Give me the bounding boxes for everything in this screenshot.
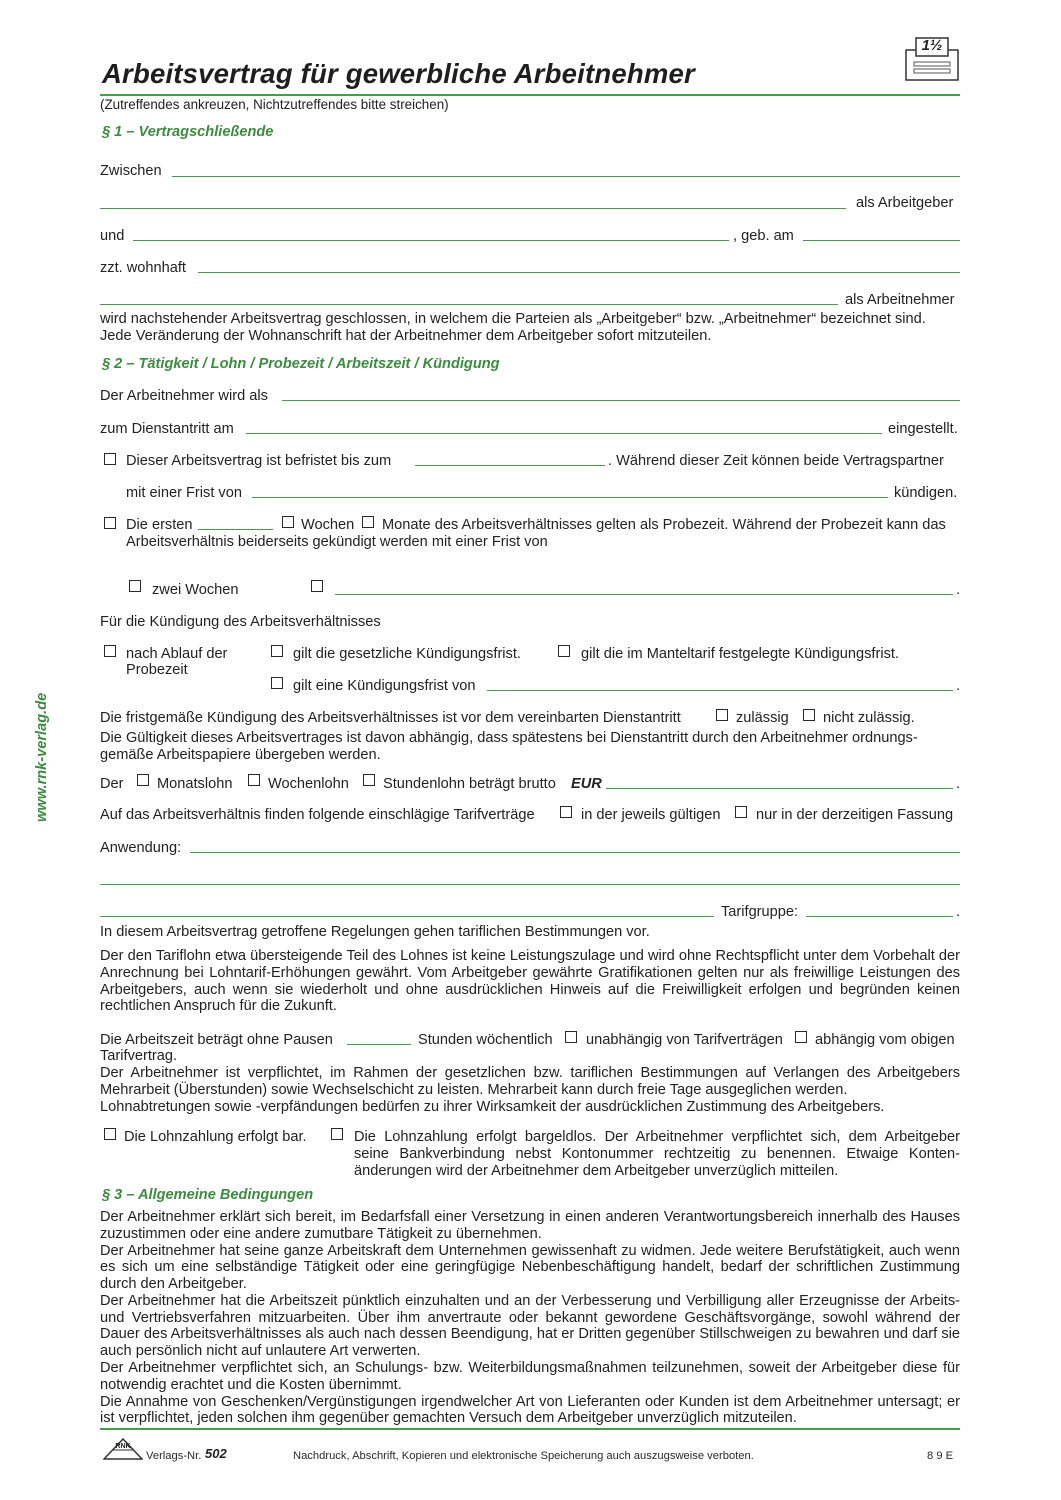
label-als-arbeitnehmer: als Arbeitnehmer	[845, 292, 955, 308]
field-arbeitszeit[interactable]	[347, 1044, 411, 1045]
label-gueltigkeit-1: Die Gültigkeit dieses Arbeitsvertrages ist davon abhängig, dass spätestens bei Dienstantritt durch den Arbeitnehmer ordnungs-	[100, 730, 918, 746]
section-2-heading: § 2 – Tätigkeit / Lohn / Probezeit / Arbeitszeit / Kündigung	[102, 356, 500, 372]
field-arbeitnehmer-name[interactable]	[133, 240, 729, 241]
checkbox-unabhaengig[interactable]	[565, 1031, 577, 1043]
label-der: Der	[100, 776, 124, 792]
label-als-arbeitgeber: als Arbeitgeber	[856, 195, 954, 211]
para-tariflohn: Der den Tariflohn etwa übersteigende Teil des Lohnes ist keine Leistungszulage und wird ohne Rechtspflicht unter dem Vorbehalt der Anrechnung bei Lohntarif-Erhöhungen gewährt. Vom Arbeitgeber gewährte Gratifikationen gelten nur als freiwillige Leistungen des Arbeitgebers, auch wenn sie wiederholt und ohne ausdrücklichen Hinweis auf die Freiwilligkeit erfolgen und begründen keinen rechtlichen Anspruch für die Zukunft.	[100, 948, 960, 1015]
label-stundenlohn: Stundenlohn beträgt brutto	[383, 776, 556, 792]
sec3-p4: Der Arbeitnehmer verpflichtet sich, an Schulungs- bzw. Weiterbildungsmaßnahmen teilzunehmen, soweit der Arbeitgeber diese für notwendig erachtet und die Kosten übernimmt.	[100, 1360, 960, 1393]
para-abtretung-text: Lohnabtretungen sowie -verpfändungen bedürfen zu ihrer Wirksamkeit der ausdrücklichen Zustimmung des Arbeitgebers.	[100, 1098, 885, 1115]
section-3-heading: § 3 – Allgemeine Bedingungen	[102, 1187, 314, 1203]
label-regelungen: In diesem Arbeitsvertrag getroffene Regelungen gehen tariflichen Bestimmungen vor.	[100, 924, 650, 940]
checkbox-manteltarif[interactable]	[558, 645, 570, 657]
label-befristet: Dieser Arbeitsvertrag ist befristet bis zum	[126, 453, 392, 469]
sec1-text	[100, 311, 960, 345]
checkbox-derzeitig[interactable]	[735, 806, 747, 818]
field-wohnhaft[interactable]	[198, 272, 960, 273]
period-2: .	[956, 678, 961, 694]
field-geburtsdatum[interactable]	[803, 240, 960, 241]
label-wochen: Wochen	[301, 517, 355, 533]
label-kuendigen: kündigen.	[894, 485, 958, 501]
footer-rule	[100, 1428, 960, 1430]
field-taetigkeit[interactable]	[282, 400, 960, 401]
label-frist-von: mit einer Frist von	[126, 485, 242, 501]
checkbox-nicht-zulaessig[interactable]	[803, 709, 815, 721]
label-unabhaengig: unabhängig von Tarifverträgen	[586, 1032, 783, 1048]
title-rule	[100, 94, 960, 96]
field-anwendung-1[interactable]	[190, 852, 960, 853]
label-eur: EUR	[571, 776, 602, 792]
label-geb-am: , geb. am	[733, 228, 794, 244]
checkbox-bar[interactable]	[104, 1128, 116, 1140]
field-kuendigungsfrist[interactable]	[487, 690, 953, 691]
rnk-logo-letters: RNK	[115, 1443, 131, 1450]
label-frist-eine: gilt eine Kündigungsfrist von	[293, 678, 476, 694]
label-monate-2: Arbeitsverhältnis beiderseits gekündigt werden mit einer Frist von	[126, 534, 548, 550]
label-fuer-kuendigung: Für die Kündigung des Arbeitsverhältnisses	[100, 614, 381, 630]
checkbox-zwei-wochen[interactable]	[129, 580, 141, 592]
field-anwendung-3[interactable]	[100, 916, 714, 917]
checkbox-kuendigungsfrist-von[interactable]	[271, 677, 283, 689]
label-derzeitig: nur in der derzeitigen Fassung	[756, 807, 954, 823]
section-1-heading: § 1 – Vertragschließende	[102, 124, 274, 140]
label-wohnhaft: zzt. wohnhaft	[100, 260, 186, 276]
label-tarifgruppe: Tarifgruppe:	[721, 904, 799, 920]
label-und: und	[100, 228, 125, 244]
field-tarifgruppe[interactable]	[806, 916, 953, 917]
checkbox-probezeit[interactable]	[104, 517, 116, 529]
checkbox-wochenlohn[interactable]	[248, 774, 260, 786]
label-eingestellt: eingestellt.	[888, 421, 958, 437]
checkbox-andere-frist[interactable]	[311, 580, 323, 592]
sec3-p1: Der Arbeitnehmer erklärt sich bereit, im Bedarfsfall einer Versetzung in einen anderen Verantwortungsbereich innerhalb des Hauses zuzustimmen oder eine andere zumutbare Tätigkeit zu übernehmen.	[100, 1209, 960, 1242]
page-title: Arbeitsvertrag für gewerbliche Arbeitnehmer	[102, 58, 695, 89]
footer-code: 8 9 E	[927, 1450, 954, 1462]
label-arbeitszeit: Die Arbeitszeit beträgt ohne Pausen	[100, 1032, 333, 1048]
label-tarif-intro: Auf das Arbeitsverhältnis finden folgende einschlägige Tarifverträge	[100, 807, 535, 823]
sec3-p2: Der Arbeitnehmer hat seine ganze Arbeitskraft dem Unternehmen gewissenhaft zu widmen. Jede weitere Berufstätigkeit, auch wenn es sich um eine selbständige Tätigkeit oder eine geringfügige Nebenbeschäftigung handelt, bedarf der schriftlichen Zustimmung durch den Arbeitgeber.	[100, 1242, 960, 1293]
checkbox-befristet[interactable]	[104, 453, 116, 465]
label-wochenlohn: Wochenlohn	[268, 776, 349, 792]
label-zulaessig: zulässig	[736, 710, 789, 726]
field-befristet-bis[interactable]	[415, 465, 605, 466]
label-abhaengig: abhängig vom obigen	[815, 1032, 955, 1048]
label-monatslohn: Monatslohn	[157, 776, 233, 792]
label-die-ersten: Die ersten	[126, 517, 193, 533]
checkbox-jeweils[interactable]	[560, 806, 572, 818]
label-anwendung: Anwendung:	[100, 840, 182, 856]
format-badge-label: 1½	[921, 37, 943, 54]
label-gueltigkeit-2: gemäße Arbeitspapiere übergeben werden.	[100, 747, 381, 763]
field-arbeitgeber-address[interactable]	[100, 208, 846, 209]
field-arbeitnehmer-address[interactable]	[100, 304, 838, 305]
page-subtitle: (Zutreffendes ankreuzen, Nichtzutreffendes bitte streichen)	[100, 97, 449, 112]
label-fristgemaess: Die fristgemäße Kündigung des Arbeitsverhältnisses ist vor dem vereinbarten Dienstantritt	[100, 710, 681, 726]
period-3: .	[956, 776, 961, 792]
period-4: .	[956, 904, 961, 920]
label-jeweils: in der jeweils gültigen	[581, 807, 721, 823]
checkbox-stundenlohn[interactable]	[363, 774, 375, 786]
label-dienstantritt: zum Dienstantritt am	[100, 421, 234, 437]
label-gesetzlich: gilt die gesetzliche Kündigungsfrist.	[293, 646, 521, 662]
sec1-text-1: wird nachstehender Arbeitsvertrag geschlossen, in welchem die Parteien als „Arbeitgeber“ bzw. „Arbeitnehmer“ bezeichnet sind.	[100, 311, 926, 327]
label-waehrend: . Während dieser Zeit können beide Vertragspartner	[608, 453, 944, 469]
footer-notice: Nachdruck, Abschrift, Kopieren und elektronische Speicherung auch auszugsweise verboten.	[293, 1450, 754, 1462]
field-anwendung-2[interactable]	[100, 884, 960, 885]
checkbox-abhaengig[interactable]	[795, 1031, 807, 1043]
label-zwischen: Zwischen	[100, 163, 162, 179]
para-mehrarbeit	[100, 1065, 960, 1115]
sec3-p3: Der Arbeitnehmer hat die Arbeitszeit pünktlich einzuhalten und an der Verbesserung und Verbilligung aller Erzeugnisse der Arbeits- und Vertriebsverfahren mitzuarbeiten. Über ihm anvertraute oder bekannt gewordene Geschäftsvorgänge, sowohl während der Dauer des Arbeitsverhältnisses als auch nach dessen Beendigung, hat er Dritten gegenüber Stillschweigen zu bewahren und darf sie auch persönlich nicht auf unlautere Art verwerten.	[100, 1292, 960, 1360]
sidebar-url: www.rnk-verlag.de	[34, 692, 50, 822]
period-1: .	[956, 582, 961, 598]
field-dienstantritt[interactable]	[246, 433, 882, 434]
label-manteltarif: gilt die im Manteltarif festgelegte Kündigungsfrist.	[581, 646, 899, 662]
checkbox-zulaessig[interactable]	[716, 709, 728, 721]
checkbox-monatslohn[interactable]	[137, 774, 149, 786]
sec1-text-2: Jede Veränderung der Wohnanschrift hat der Arbeitnehmer dem Arbeitgeber sofort mitzuteilen.	[100, 327, 712, 344]
checkbox-bargeldlos[interactable]	[331, 1128, 343, 1140]
label-tarifvertrag: Tarifvertrag.	[100, 1048, 178, 1064]
field-andere-frist[interactable]	[335, 594, 953, 595]
footer-verlag-label: Verlags-Nr.	[146, 1450, 202, 1462]
checkbox-gesetzlich[interactable]	[271, 645, 283, 657]
label-nicht-zulaessig: nicht zulässig.	[823, 710, 915, 726]
sec3-p5: Die Annahme von Geschenken/Vergünstigungen irgendwelcher Art von Lieferanten oder Kunden ist dem Arbeitnehmer untersagt; er ist verpflichtet, jeden solchen ihm gegenüber gemachten Versuch dem Arbeitgeber unverzüglich mitzuteilen.	[100, 1393, 960, 1427]
checkbox-wochen[interactable]	[282, 516, 294, 528]
checkbox-monate[interactable]	[362, 516, 374, 528]
label-nach-ablauf-2: Probezeit	[126, 662, 188, 678]
field-frist[interactable]	[252, 497, 888, 498]
label-bar: Die Lohnzahlung erfolgt bar.	[124, 1129, 307, 1145]
field-probezeit-dauer[interactable]	[198, 529, 273, 530]
rnk-logo	[103, 1438, 143, 1460]
label-stunden-woe: Stunden wöchentlich	[418, 1032, 553, 1048]
checkbox-nach-ablauf[interactable]	[104, 645, 116, 657]
sec3-body	[100, 1209, 960, 1427]
format-badge	[904, 36, 960, 82]
label-wird-als: Der Arbeitnehmer wird als	[100, 388, 268, 404]
label-bargeldlos: Die Lohnzahlung erfolgt bargeldlos. Der Arbeitnehmer verpflichtet sich, dem Arbeitgeber seine Bankverbindung nebst Kontonummer rechtzeitig zu benennen. Etwaige Konten-änderungen wird der Arbeitnehmer dem Arbeitgeber unverzüglich mitteilen.	[354, 1129, 960, 1179]
para-mehrarbeit-text: Der Arbeitnehmer ist verpflichtet, im Rahmen der gesetzlichen bzw. tariflichen Bestimmungen auf Verlangen des Arbeitgebers Mehrarbeit (Überstunden) sowie Wechselschicht zu leisten. Mehrarbeit kann durch freie Tage ausgeglichen werden.	[100, 1065, 960, 1098]
label-zwei-wochen: zwei Wochen	[152, 582, 239, 598]
label-nach-ablauf-1: nach Ablauf der	[126, 646, 228, 662]
field-lohn-betrag[interactable]	[606, 788, 953, 789]
label-monate-1: Monate des Arbeitsverhältnisses gelten als Probezeit. Während der Probezeit kann das	[382, 517, 946, 533]
field-arbeitgeber-name[interactable]	[172, 176, 960, 177]
footer-verlag-nr: 502	[205, 1446, 227, 1461]
